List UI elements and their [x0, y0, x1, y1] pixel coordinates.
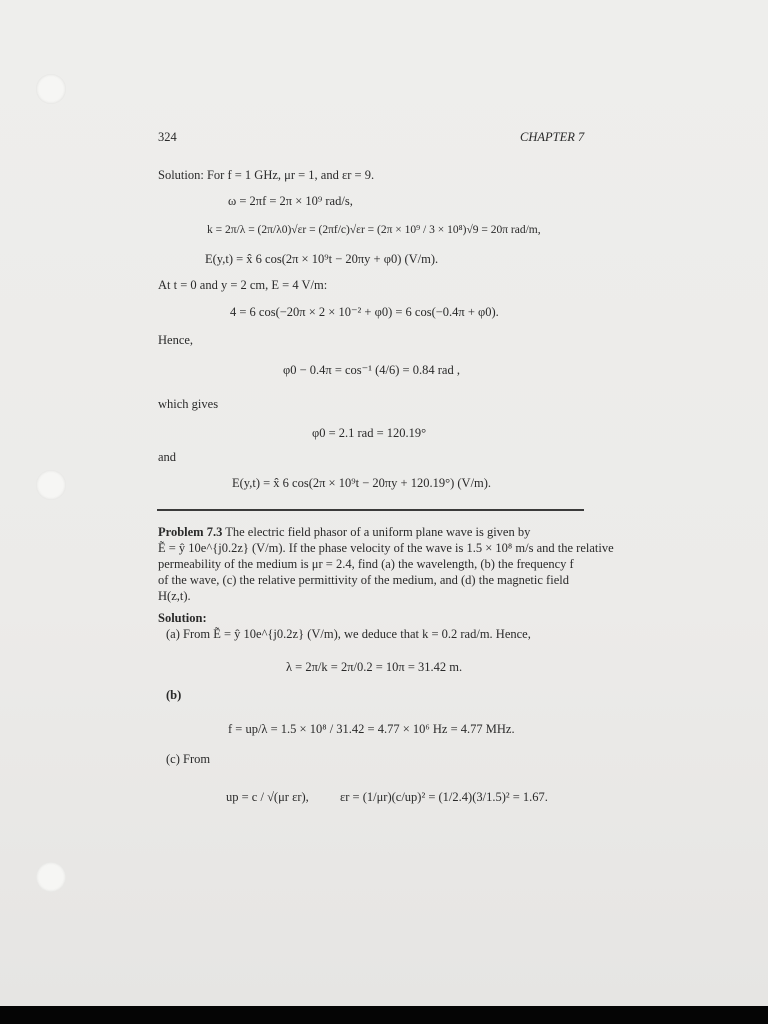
- page-number: 324: [158, 130, 177, 144]
- solution-intro: Solution: For f = 1 GHz, μr = 1, and εr = 9.: [158, 168, 375, 182]
- problem-title: Problem 7.3: [158, 525, 223, 539]
- section-divider: [157, 509, 584, 511]
- equation-final-field: E(y,t) = x̂ 6 cos(2π × 10⁹t − 20πy + 120.19°) (V/m).: [232, 476, 492, 490]
- and-label: and: [158, 450, 177, 464]
- solution-heading: Solution:: [158, 611, 207, 625]
- problem-text-line: permeability of the medium is μr = 2.4, find (a) the wavelength, (b) the frequency f: [158, 557, 574, 571]
- equation-omega: ω = 2πf = 2π × 10⁹ rad/s,: [228, 194, 353, 208]
- punch-hole: [36, 470, 66, 500]
- part-a-text: (a) From Ẽ = ŷ 10e^{j0.2z} (V/m), we deduce that k = 0.2 rad/m. Hence,: [166, 627, 531, 641]
- punch-hole: [36, 862, 66, 892]
- problem-text-line: H(z,t).: [158, 589, 191, 603]
- equation-e-field: E(y,t) = x̂ 6 cos(2π × 10⁹t − 20πy + φ0) (V/m).: [205, 252, 439, 266]
- part-c-equation-up: up = c / √(μr εr),: [226, 790, 309, 804]
- problem-text-line: Ẽ = ŷ 10e^{j0.2z} (V/m). If the phase velocity of the wave is 1.5 × 10⁸ m/s and the relative: [158, 541, 614, 555]
- equation-phi0: φ0 = 2.1 rad = 120.19°: [312, 426, 427, 440]
- which-gives-label: which gives: [158, 397, 219, 411]
- bottom-bar: [0, 1006, 768, 1024]
- part-c-equation-epsilon: εr = (1/μr)(c/up)² = (1/2.4)(3/1.5)² = 1.67.: [340, 790, 548, 804]
- chapter-heading: CHAPTER 7: [520, 130, 585, 144]
- problem-text-line: of the wave, (c) the relative permittivity of the medium, and (d) the magnetic field: [158, 573, 569, 587]
- problem-text-line: The electric field phasor of a uniform plane wave is given by: [225, 525, 531, 539]
- hence-label: Hence,: [158, 333, 194, 347]
- problem-first-line: [158, 525, 530, 540]
- part-b-equation: f = up/λ = 1.5 × 10⁸ / 31.42 = 4.77 × 10⁶ Hz = 4.77 MHz.: [228, 722, 515, 736]
- part-c-label: (c) From: [166, 752, 211, 766]
- part-b-label: (b): [166, 688, 182, 702]
- part-a-equation: λ = 2π/k = 2π/0.2 = 10π = 31.42 m.: [286, 660, 463, 674]
- condition-line: At t = 0 and y = 2 cm, E = 4 V/m:: [158, 278, 328, 292]
- punch-hole: [36, 74, 66, 104]
- equation-phi: φ0 − 0.4π = cos⁻¹ (4/6) = 0.84 rad ,: [283, 363, 460, 377]
- equation-four: 4 = 6 cos(−20π × 2 × 10⁻² + φ0) = 6 cos(−0.4π + φ0).: [230, 305, 499, 319]
- equation-k: k = 2π/λ = (2π/λ0)√εr = (2πf/c)√εr = (2π × 10⁹ / 3 × 10⁸)√9 = 20π rad/m,: [207, 224, 541, 236]
